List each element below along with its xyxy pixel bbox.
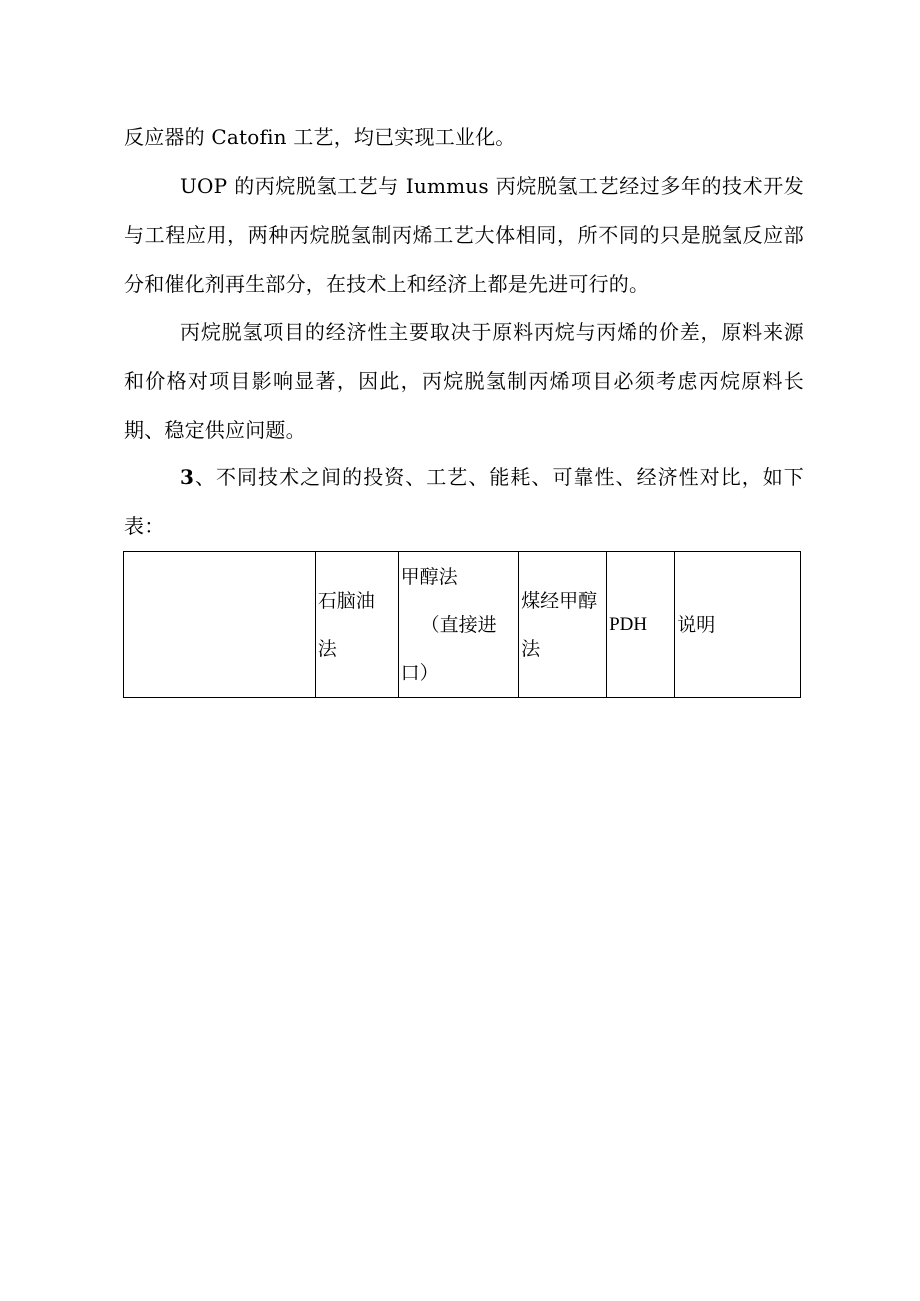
section-3-text: 、不同技术之间的投资、工艺、能耗、可靠性、经济性对比，如下表：: [124, 465, 804, 538]
header-coal-methanol: [519, 552, 607, 698]
section-number: 3: [180, 465, 195, 489]
header-methanol-line2: （直接进: [420, 613, 497, 636]
paragraph-uop-lummus: UOP 的丙烷脱氢工艺与 Iummus 丙烷脱氢工艺经过多年的技术开发与工程应用，两种丙烷脱氢制丙烯工艺大体相同，所不同的只是脱氢反应部分和催化剂再生部分，在技术上和经济上都是先进可行的。: [124, 174, 804, 296]
header-naphtha-line1: 石脑油: [317, 589, 375, 612]
header-naphtha: [315, 552, 398, 698]
header-naphtha-line2: 法: [317, 637, 337, 660]
paragraph-economics: 丙烷脱氢项目的经济性主要取决于原料丙烷与丙烯的价差，原料来源和价格对项目影响显著，因此，丙烷脱氢制丙烯项目必须考虑丙烷原料长期、稳定供应问题。: [124, 320, 804, 442]
header-methanol: [398, 552, 519, 698]
paragraph-catofin: 反应器的 Catofin 工艺，均已实现工业化。: [124, 125, 516, 149]
header-methanol-line3: 口）: [400, 661, 439, 684]
table-header-row: [124, 552, 801, 698]
header-pdh: PDH: [607, 552, 675, 698]
header-blank-cell: [124, 552, 316, 698]
section-3-intro: [124, 453, 804, 551]
header-note: 说明: [675, 552, 801, 698]
header-coal-line2: 法: [521, 637, 541, 660]
header-methanol-line1: 甲醇法: [400, 565, 458, 588]
comparison-table: [123, 551, 801, 698]
header-coal-line1: 煤经甲醇: [521, 589, 598, 612]
